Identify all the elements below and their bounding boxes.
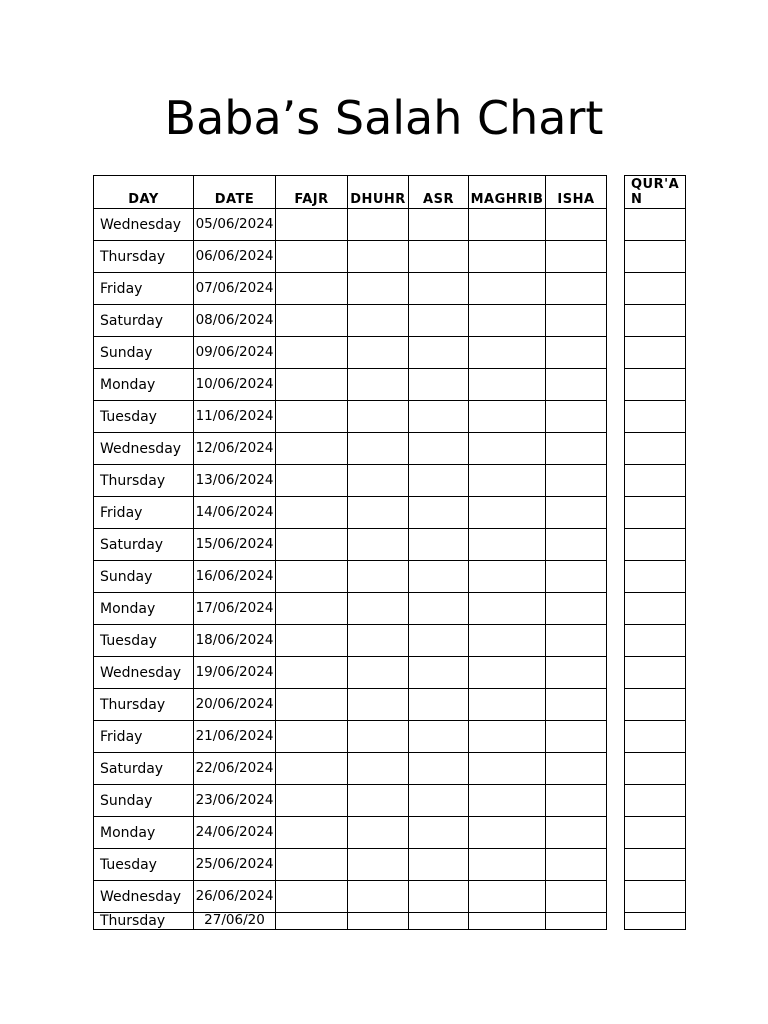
- maghrib-checkbox-cell[interactable]: [469, 401, 546, 433]
- day-cell: Saturday: [94, 529, 194, 561]
- quran-checkbox-cell[interactable]: [625, 465, 686, 497]
- dhuhr-checkbox-cell[interactable]: [348, 273, 409, 305]
- header-isha: ISHA: [546, 176, 607, 209]
- asr-checkbox-cell[interactable]: [409, 401, 469, 433]
- quran-checkbox-cell[interactable]: [625, 561, 686, 593]
- fajr-checkbox-cell[interactable]: [276, 433, 348, 465]
- isha-checkbox-cell[interactable]: [546, 881, 607, 913]
- date-cell: 10/06/2024: [194, 369, 276, 401]
- day-cell: Wednesday: [94, 657, 194, 689]
- fajr-checkbox-cell[interactable]: [276, 881, 348, 913]
- quran-checkbox-cell[interactable]: [625, 337, 686, 369]
- maghrib-checkbox-cell[interactable]: [469, 657, 546, 689]
- table-row: [625, 401, 686, 433]
- asr-checkbox-cell[interactable]: [409, 465, 469, 497]
- maghrib-checkbox-cell[interactable]: [469, 465, 546, 497]
- day-cell: Sunday: [94, 337, 194, 369]
- date-cell: 08/06/2024: [194, 305, 276, 337]
- fajr-checkbox-cell[interactable]: [276, 465, 348, 497]
- asr-checkbox-cell[interactable]: [409, 721, 469, 753]
- header-row: [94, 176, 607, 209]
- maghrib-checkbox-cell[interactable]: [469, 753, 546, 785]
- maghrib-checkbox-cell[interactable]: [469, 881, 546, 913]
- day-cell: Thursday: [94, 241, 194, 273]
- fajr-checkbox-cell[interactable]: [276, 817, 348, 849]
- maghrib-checkbox-cell[interactable]: [469, 273, 546, 305]
- dhuhr-checkbox-cell[interactable]: [348, 241, 409, 273]
- table-row: [94, 497, 607, 529]
- maghrib-checkbox-cell[interactable]: [469, 241, 546, 273]
- dhuhr-checkbox-cell[interactable]: [348, 689, 409, 721]
- date-cell: 21/06/2024: [194, 721, 276, 753]
- date-cell: 07/06/2024: [194, 273, 276, 305]
- fajr-checkbox-cell[interactable]: [276, 753, 348, 785]
- table-row: [94, 465, 607, 497]
- fajr-checkbox-cell[interactable]: [276, 273, 348, 305]
- date-cell: 09/06/2024: [194, 337, 276, 369]
- dhuhr-checkbox-cell[interactable]: [348, 337, 409, 369]
- table-row: [94, 241, 607, 273]
- isha-checkbox-cell[interactable]: [546, 913, 607, 930]
- table-row: [625, 593, 686, 625]
- fajr-checkbox-cell[interactable]: [276, 401, 348, 433]
- table-row: [625, 881, 686, 913]
- date-cell: 17/06/2024: [194, 593, 276, 625]
- isha-checkbox-cell[interactable]: [546, 465, 607, 497]
- day-cell: Thursday: [94, 689, 194, 721]
- day-cell: Wednesday: [94, 433, 194, 465]
- table-row: [625, 561, 686, 593]
- table-row: [94, 657, 607, 689]
- table-row: [94, 369, 607, 401]
- table-row: [625, 273, 686, 305]
- asr-checkbox-cell[interactable]: [409, 785, 469, 817]
- quran-checkbox-cell[interactable]: [625, 785, 686, 817]
- day-cell: Friday: [94, 497, 194, 529]
- quran-checkbox-cell[interactable]: [625, 689, 686, 721]
- quran-checkbox-cell[interactable]: [625, 753, 686, 785]
- table-row: [625, 849, 686, 881]
- fajr-checkbox-cell[interactable]: [276, 337, 348, 369]
- header-row: [625, 176, 686, 209]
- header-dhuhr: DHUHR: [348, 176, 409, 209]
- dhuhr-checkbox-cell[interactable]: [348, 561, 409, 593]
- maghrib-checkbox-cell[interactable]: [469, 849, 546, 881]
- dhuhr-checkbox-cell[interactable]: [348, 497, 409, 529]
- asr-checkbox-cell[interactable]: [409, 561, 469, 593]
- fajr-checkbox-cell[interactable]: [276, 625, 348, 657]
- day-cell: Monday: [94, 593, 194, 625]
- isha-checkbox-cell[interactable]: [546, 625, 607, 657]
- asr-checkbox-cell[interactable]: [409, 913, 469, 930]
- fajr-checkbox-cell[interactable]: [276, 721, 348, 753]
- day-cell: Saturday: [94, 753, 194, 785]
- table-row: [625, 369, 686, 401]
- table-row: [94, 817, 607, 849]
- date-cell: 18/06/2024: [194, 625, 276, 657]
- asr-checkbox-cell[interactable]: [409, 305, 469, 337]
- quran-checkbox-cell[interactable]: [625, 497, 686, 529]
- quran-checkbox-cell[interactable]: [625, 273, 686, 305]
- table-row: [625, 337, 686, 369]
- date-cell: 16/06/2024: [194, 561, 276, 593]
- date-cell: 20/06/2024: [194, 689, 276, 721]
- asr-checkbox-cell[interactable]: [409, 657, 469, 689]
- asr-checkbox-cell[interactable]: [409, 337, 469, 369]
- header-maghrib: MAGHRIB: [469, 176, 546, 209]
- table-row: [94, 881, 607, 913]
- date-cell: 25/06/2024: [194, 849, 276, 881]
- maghrib-checkbox-cell[interactable]: [469, 433, 546, 465]
- day-cell: Wednesday: [94, 209, 194, 241]
- table-row: [94, 337, 607, 369]
- table-row: [94, 689, 607, 721]
- maghrib-checkbox-cell[interactable]: [469, 529, 546, 561]
- fajr-checkbox-cell[interactable]: [276, 689, 348, 721]
- maghrib-checkbox-cell[interactable]: [469, 497, 546, 529]
- maghrib-checkbox-cell[interactable]: [469, 369, 546, 401]
- day-cell: Tuesday: [94, 625, 194, 657]
- quran-checkbox-cell[interactable]: [625, 305, 686, 337]
- fajr-checkbox-cell[interactable]: [276, 369, 348, 401]
- isha-checkbox-cell[interactable]: [546, 241, 607, 273]
- header-date: DATE: [194, 176, 276, 209]
- dhuhr-checkbox-cell[interactable]: [348, 369, 409, 401]
- table-row: [625, 305, 686, 337]
- dhuhr-checkbox-cell[interactable]: [348, 817, 409, 849]
- isha-checkbox-cell[interactable]: [546, 753, 607, 785]
- dhuhr-checkbox-cell[interactable]: [348, 913, 409, 930]
- date-cell: 23/06/2024: [194, 785, 276, 817]
- date-cell: 24/06/2024: [194, 817, 276, 849]
- fajr-checkbox-cell[interactable]: [276, 561, 348, 593]
- fajr-checkbox-cell[interactable]: [276, 209, 348, 241]
- day-cell: Sunday: [94, 785, 194, 817]
- day-cell: Thursday: [94, 465, 194, 497]
- isha-checkbox-cell[interactable]: [546, 433, 607, 465]
- date-cell: 27/06/20: [194, 913, 276, 930]
- dhuhr-checkbox-cell[interactable]: [348, 401, 409, 433]
- asr-checkbox-cell[interactable]: [409, 369, 469, 401]
- isha-checkbox-cell[interactable]: [546, 497, 607, 529]
- maghrib-checkbox-cell[interactable]: [469, 721, 546, 753]
- fajr-checkbox-cell[interactable]: [276, 913, 348, 930]
- page-title: Baba’s Salah Chart: [164, 91, 604, 145]
- asr-checkbox-cell[interactable]: [409, 817, 469, 849]
- table-row: [94, 305, 607, 337]
- maghrib-checkbox-cell[interactable]: [469, 561, 546, 593]
- dhuhr-checkbox-cell[interactable]: [348, 753, 409, 785]
- table-row: [625, 689, 686, 721]
- table-row: [94, 401, 607, 433]
- asr-checkbox-cell[interactable]: [409, 209, 469, 241]
- isha-checkbox-cell[interactable]: [546, 529, 607, 561]
- table-row: [625, 241, 686, 273]
- quran-checkbox-cell[interactable]: [625, 881, 686, 913]
- table-row: [94, 913, 607, 930]
- table-row: [94, 433, 607, 465]
- date-cell: 13/06/2024: [194, 465, 276, 497]
- fajr-checkbox-cell[interactable]: [276, 497, 348, 529]
- dhuhr-checkbox-cell[interactable]: [348, 433, 409, 465]
- header-fajr: FAJR: [276, 176, 348, 209]
- date-cell: 11/06/2024: [194, 401, 276, 433]
- fajr-checkbox-cell[interactable]: [276, 593, 348, 625]
- asr-checkbox-cell[interactable]: [409, 625, 469, 657]
- asr-checkbox-cell[interactable]: [409, 881, 469, 913]
- table-row: [94, 209, 607, 241]
- dhuhr-checkbox-cell[interactable]: [348, 305, 409, 337]
- dhuhr-checkbox-cell[interactable]: [348, 657, 409, 689]
- asr-checkbox-cell[interactable]: [409, 241, 469, 273]
- quran-checkbox-cell[interactable]: [625, 529, 686, 561]
- asr-checkbox-cell[interactable]: [409, 273, 469, 305]
- dhuhr-checkbox-cell[interactable]: [348, 849, 409, 881]
- asr-checkbox-cell[interactable]: [409, 593, 469, 625]
- asr-checkbox-cell[interactable]: [409, 529, 469, 561]
- table-row: [625, 657, 686, 689]
- quran-checkbox-cell[interactable]: [625, 433, 686, 465]
- isha-checkbox-cell[interactable]: [546, 369, 607, 401]
- isha-checkbox-cell[interactable]: [546, 401, 607, 433]
- isha-checkbox-cell[interactable]: [546, 273, 607, 305]
- maghrib-checkbox-cell[interactable]: [469, 337, 546, 369]
- day-cell: Monday: [94, 817, 194, 849]
- table-row: [625, 753, 686, 785]
- isha-checkbox-cell[interactable]: [546, 657, 607, 689]
- table-row: [94, 721, 607, 753]
- maghrib-checkbox-cell[interactable]: [469, 913, 546, 930]
- quran-checkbox-cell[interactable]: [625, 721, 686, 753]
- dhuhr-checkbox-cell[interactable]: [348, 625, 409, 657]
- dhuhr-checkbox-cell[interactable]: [348, 785, 409, 817]
- fajr-checkbox-cell[interactable]: [276, 529, 348, 561]
- header-day: DAY: [94, 176, 194, 209]
- dhuhr-checkbox-cell[interactable]: [348, 529, 409, 561]
- quran-checkbox-cell[interactable]: [625, 369, 686, 401]
- asr-checkbox-cell[interactable]: [409, 433, 469, 465]
- day-cell: Wednesday: [94, 881, 194, 913]
- header-asr: ASR: [409, 176, 469, 209]
- table-row: [625, 209, 686, 241]
- asr-checkbox-cell[interactable]: [409, 849, 469, 881]
- dhuhr-checkbox-cell[interactable]: [348, 465, 409, 497]
- table-row: [625, 465, 686, 497]
- asr-checkbox-cell[interactable]: [409, 753, 469, 785]
- dhuhr-checkbox-cell[interactable]: [348, 721, 409, 753]
- fajr-checkbox-cell[interactable]: [276, 849, 348, 881]
- quran-checkbox-cell[interactable]: [625, 625, 686, 657]
- table-row: [94, 529, 607, 561]
- quran-checkbox-cell[interactable]: [625, 849, 686, 881]
- day-cell: Sunday: [94, 561, 194, 593]
- table-row: [94, 849, 607, 881]
- day-cell: Saturday: [94, 305, 194, 337]
- isha-checkbox-cell[interactable]: [546, 209, 607, 241]
- table-row: [94, 593, 607, 625]
- quran-checkbox-cell[interactable]: [625, 593, 686, 625]
- dhuhr-checkbox-cell[interactable]: [348, 593, 409, 625]
- dhuhr-checkbox-cell[interactable]: [348, 209, 409, 241]
- header-quran: QUR'AN: [625, 176, 686, 209]
- fajr-checkbox-cell[interactable]: [276, 305, 348, 337]
- day-cell: Friday: [94, 273, 194, 305]
- day-cell: Monday: [94, 369, 194, 401]
- date-cell: 06/06/2024: [194, 241, 276, 273]
- fajr-checkbox-cell[interactable]: [276, 785, 348, 817]
- table-row: [94, 273, 607, 305]
- isha-checkbox-cell[interactable]: [546, 849, 607, 881]
- date-cell: 15/06/2024: [194, 529, 276, 561]
- maghrib-checkbox-cell[interactable]: [469, 689, 546, 721]
- fajr-checkbox-cell[interactable]: [276, 241, 348, 273]
- date-cell: 05/06/2024: [194, 209, 276, 241]
- quran-checkbox-cell[interactable]: [625, 817, 686, 849]
- table-row: [94, 753, 607, 785]
- maghrib-checkbox-cell[interactable]: [469, 593, 546, 625]
- date-cell: 22/06/2024: [194, 753, 276, 785]
- quran-checkbox-cell[interactable]: [625, 913, 686, 930]
- table-row: [625, 625, 686, 657]
- isha-checkbox-cell[interactable]: [546, 305, 607, 337]
- maghrib-checkbox-cell[interactable]: [469, 305, 546, 337]
- dhuhr-checkbox-cell[interactable]: [348, 881, 409, 913]
- maghrib-checkbox-cell[interactable]: [469, 625, 546, 657]
- quran-table: [624, 175, 686, 930]
- quran-checkbox-cell[interactable]: [625, 209, 686, 241]
- isha-checkbox-cell[interactable]: [546, 561, 607, 593]
- isha-checkbox-cell[interactable]: [546, 337, 607, 369]
- isha-checkbox-cell[interactable]: [546, 721, 607, 753]
- table-row: [625, 433, 686, 465]
- table-row: [625, 721, 686, 753]
- day-cell: Tuesday: [94, 849, 194, 881]
- table-row: [94, 561, 607, 593]
- salah-table: [93, 175, 607, 930]
- maghrib-checkbox-cell[interactable]: [469, 785, 546, 817]
- quran-checkbox-cell[interactable]: [625, 241, 686, 273]
- day-cell: Friday: [94, 721, 194, 753]
- fajr-checkbox-cell[interactable]: [276, 657, 348, 689]
- maghrib-checkbox-cell[interactable]: [469, 817, 546, 849]
- day-cell: Thursday: [94, 913, 194, 930]
- table-row: [625, 785, 686, 817]
- quran-checkbox-cell[interactable]: [625, 657, 686, 689]
- table-row: [94, 785, 607, 817]
- day-cell: Tuesday: [94, 401, 194, 433]
- isha-checkbox-cell[interactable]: [546, 593, 607, 625]
- date-cell: 12/06/2024: [194, 433, 276, 465]
- quran-checkbox-cell[interactable]: [625, 401, 686, 433]
- table-row: [625, 529, 686, 561]
- asr-checkbox-cell[interactable]: [409, 497, 469, 529]
- maghrib-checkbox-cell[interactable]: [469, 209, 546, 241]
- date-cell: 19/06/2024: [194, 657, 276, 689]
- asr-checkbox-cell[interactable]: [409, 689, 469, 721]
- date-cell: 14/06/2024: [194, 497, 276, 529]
- isha-checkbox-cell[interactable]: [546, 785, 607, 817]
- table-row: [625, 913, 686, 930]
- table-row: [625, 817, 686, 849]
- table-row: [94, 625, 607, 657]
- isha-checkbox-cell[interactable]: [546, 817, 607, 849]
- isha-checkbox-cell[interactable]: [546, 689, 607, 721]
- date-cell: 26/06/2024: [194, 881, 276, 913]
- table-row: [625, 497, 686, 529]
